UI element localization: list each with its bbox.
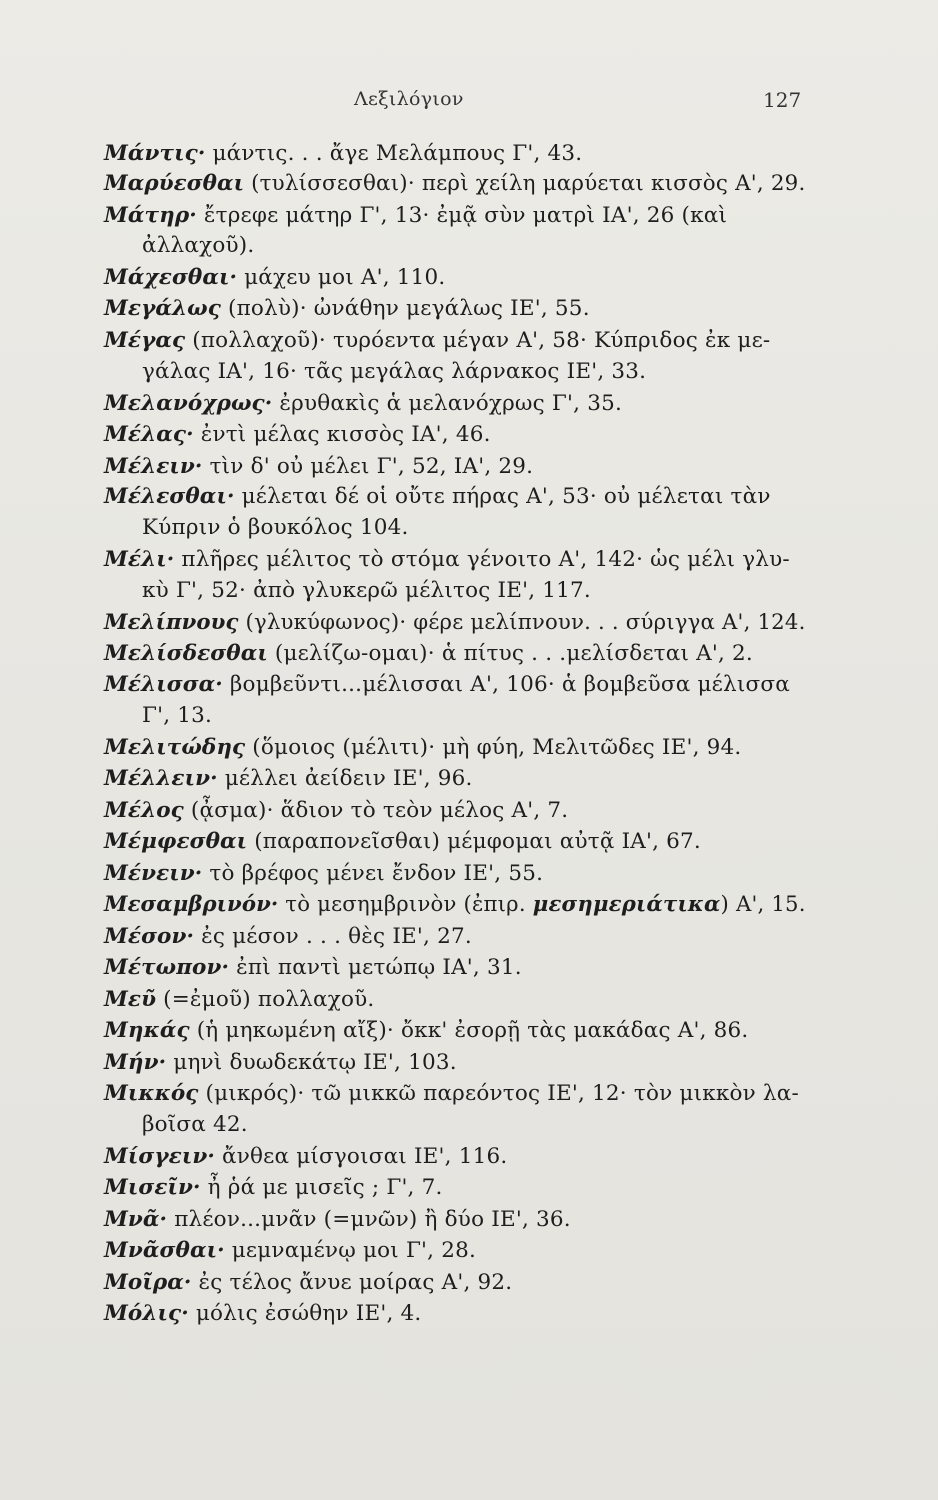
entry-line [104, 986, 374, 1014]
entry-continuation-line [142, 358, 646, 386]
definition-text: ἐς μέσον . . . θὲς ΙΕ', 27. [194, 924, 472, 949]
definition-text: (ὅμοιος (μέλιτι)· μὴ φύη, Μελιτῶδες ΙΕ', 94. [245, 735, 742, 760]
definition-text: μάχευ μοι Α', 110. [237, 265, 446, 290]
headword: Μεσαμβρινόν· [104, 892, 279, 917]
entry-line [104, 923, 472, 951]
entry-line [104, 860, 543, 888]
entry-line [104, 546, 790, 574]
headword: Μισεῖν· [104, 1175, 201, 1200]
definition-text: πλέον...μνᾶν (=μνῶν) ἢ δύο ΙΕ', 36. [167, 1207, 571, 1232]
headword: Μέλειν· [104, 454, 203, 479]
headword: Μεγάλως [104, 296, 221, 321]
headword: Μηκάς [104, 1018, 190, 1043]
emphasized-gloss: μεσημεριάτικα [532, 892, 721, 917]
definition-text: ἐντὶ μέλας κισσὸς ΙΑ', 46. [193, 422, 491, 447]
definition-text: ἐρυθακὶς ἁ μελανόχρως Γ', 35. [272, 391, 623, 416]
definition-text: ἀλλαχοῦ). [142, 233, 255, 258]
entry-line [104, 483, 771, 511]
definition-text: (ᾆσμα)· ἅδιον τὸ τεὸν μέλος Α', 7. [183, 798, 569, 823]
definition-text: τὸ μεσημβρινὸν (ἐπιρ. [278, 892, 533, 917]
definition-text: ἐπὶ παντὶ μετώπῳ ΙΑ', 31. [229, 955, 522, 980]
entry-line [104, 295, 590, 323]
headword: Μέλισσα· [104, 672, 223, 697]
definition-text: μέλεται δέ οἱ οὔτε πήρας Α', 53· οὐ μέλεται τὰν [234, 484, 771, 509]
definition-text: κὺ Γ', 52· ἀπὸ γλυκερῶ μέλιτος ΙΕ', 117. [142, 578, 591, 603]
entry-line [104, 390, 622, 418]
definition-text: τὸ βρέφος μένει ἔνδον ΙΕ', 55. [202, 861, 544, 886]
definition-text: (πολὺ)· ὠνάθην μεγάλως ΙΕ', 55. [220, 296, 590, 321]
entry-line [104, 202, 727, 230]
headword: Μελίπνους [104, 610, 239, 635]
entry-line [104, 1237, 476, 1265]
headword: Μελίσδεσθαι [104, 641, 268, 666]
page-number: 127 [763, 88, 802, 112]
definition-text: μέλλει ἀείδειν ΙΕ', 96. [217, 766, 473, 791]
headword: Μνᾶ· [104, 1207, 168, 1232]
entry-line [104, 421, 491, 449]
headword: Μεῦ [104, 987, 157, 1012]
definition-text: τὶν δ' οὐ μέλει Γ', 52, ΙΑ', 29. [202, 454, 534, 479]
entry-continuation-line [142, 232, 254, 260]
entry-line [104, 1017, 748, 1045]
headword: Μέλας· [104, 422, 194, 447]
entry-line [104, 264, 445, 292]
entry-line [104, 765, 473, 793]
headword: Μάτηρ· [104, 203, 197, 228]
definition-text: βοῖσα 42. [142, 1112, 248, 1137]
headword: Μέλεσθαι· [104, 484, 235, 509]
definition-text: Γ', 13. [142, 703, 213, 728]
headword: Μέτωπον· [104, 955, 230, 980]
headword: Μελανόχρως· [104, 391, 273, 416]
headword: Μικκός [104, 1081, 199, 1106]
entry-line [104, 797, 568, 825]
entry-line [104, 1206, 571, 1234]
entry-line [104, 828, 701, 856]
entry-continuation-line [142, 577, 591, 605]
definition-text: ἐς τέλος ἄνυε μοίρας Α', 92. [191, 1270, 513, 1295]
entry-continuation-line [142, 702, 212, 730]
definition-text: (=ἐμοῦ) πολλαχοῦ. [156, 987, 375, 1012]
headword: Μόλις· [104, 1301, 189, 1326]
definition-text: (μικρός)· τῶ μικκῶ παρεόντος ΙΕ', 12· τὸν μικκὸν λα- [198, 1081, 799, 1106]
definition-text: γάλας ΙΑ', 16· τᾶς μεγάλας λάρνακος ΙΕ', 33. [142, 359, 647, 384]
entry-continuation-line [142, 1111, 248, 1139]
definition-text: Κύπριν ὁ βουκόλος 104. [142, 515, 409, 540]
headword: Μελιτώδης [104, 735, 246, 760]
entry-line [104, 1049, 457, 1077]
headword: Μέλλειν· [104, 766, 218, 791]
definition-text: μηνὶ δυωδεκάτῳ ΙΕ', 103. [166, 1050, 457, 1075]
page-header [0, 88, 938, 118]
headword: Μέλι· [104, 547, 175, 572]
headword: Μέλος [104, 798, 184, 823]
definition-text: (πολλαχοῦ)· τυρόεντα μέγαν Α', 58· Κύπριδος ἐκ με- [185, 328, 771, 353]
entry-line [104, 734, 741, 762]
entry-line [104, 327, 770, 355]
entry-line [104, 1300, 421, 1328]
entry-line [104, 1269, 512, 1297]
definition-tail: ) Α', 15. [720, 892, 806, 917]
headword: Μέσον· [104, 924, 195, 949]
headword: Μέμφεσθαι [104, 829, 248, 854]
definition-text: (παραπονεῖσθαι) μέμφομαι αὐτᾷ ΙΑ', 67. [247, 829, 701, 854]
headword: Μήν· [104, 1050, 167, 1075]
entry-line [104, 1143, 507, 1171]
entry-line [104, 170, 805, 198]
definition-text: μάντις. . . ἄγε Μελάμπους Γ', 43. [205, 141, 583, 166]
headword: Μαρύεσθαι [104, 171, 245, 196]
definition-text: βομβεῦντι...μέλισσαι Α', 106· ἁ βομβεῦσα μέλισσα [222, 672, 790, 697]
definition-text: ἦ ῥά με μισεῖς ; Γ', 7. [200, 1175, 443, 1200]
entry-line [104, 140, 582, 168]
definition-text: ἔτρεφε μάτηρ Γ', 13· ἐμᾷ σὺν ματρὶ ΙΑ', 26 (καὶ [196, 203, 728, 228]
running-title: Λεξιλόγιον [354, 88, 464, 110]
headword: Μίσγειν· [104, 1144, 215, 1169]
entry-line [104, 671, 790, 699]
definition-text: μεμναμένῳ μοι Γ', 28. [224, 1238, 477, 1263]
headword: Μέγας [104, 328, 186, 353]
definition-text: πλῆρες μέλιτος τὸ στόμα γένοιτο Α', 142· ὡς μέλι γλυ- [174, 547, 790, 572]
entry-continuation-line [142, 514, 409, 542]
entry-line [104, 1080, 799, 1108]
headword: Μοῖρα· [104, 1270, 192, 1295]
entry-line [104, 891, 806, 919]
definition-text: (μελίζω-ομαι)· ἁ πίτυς . . .μελίσδεται Α', 2. [267, 641, 753, 666]
entry-line [104, 453, 533, 481]
headword: Μάντις· [104, 141, 206, 166]
entry-line [104, 609, 806, 637]
headword: Μνᾶσθαι· [104, 1238, 225, 1263]
headword: Μένειν· [104, 861, 203, 886]
entry-line [104, 1174, 443, 1202]
definition-text: μόλις ἐσώθην ΙΕ', 4. [188, 1301, 422, 1326]
definition-text: (ἡ μηκωμένη αἴξ)· ὄκκ' ἐσορῇ τὰς μακάδας Α', 86. [189, 1018, 749, 1043]
definition-text: (γλυκύφωνος)· φέρε μελίπνουν. . . σύριγγα Α', 124. [238, 610, 806, 635]
entry-line [104, 640, 753, 668]
entry-line [104, 954, 522, 982]
definition-text: ἄνθεα μίσγοισαι ΙΕ', 116. [214, 1144, 508, 1169]
definition-text: (τυλίσσεσθαι)· περὶ χείλη μαρύεται κισσὸς Α', 29. [244, 171, 806, 196]
headword: Μάχεσθαι· [104, 265, 238, 290]
